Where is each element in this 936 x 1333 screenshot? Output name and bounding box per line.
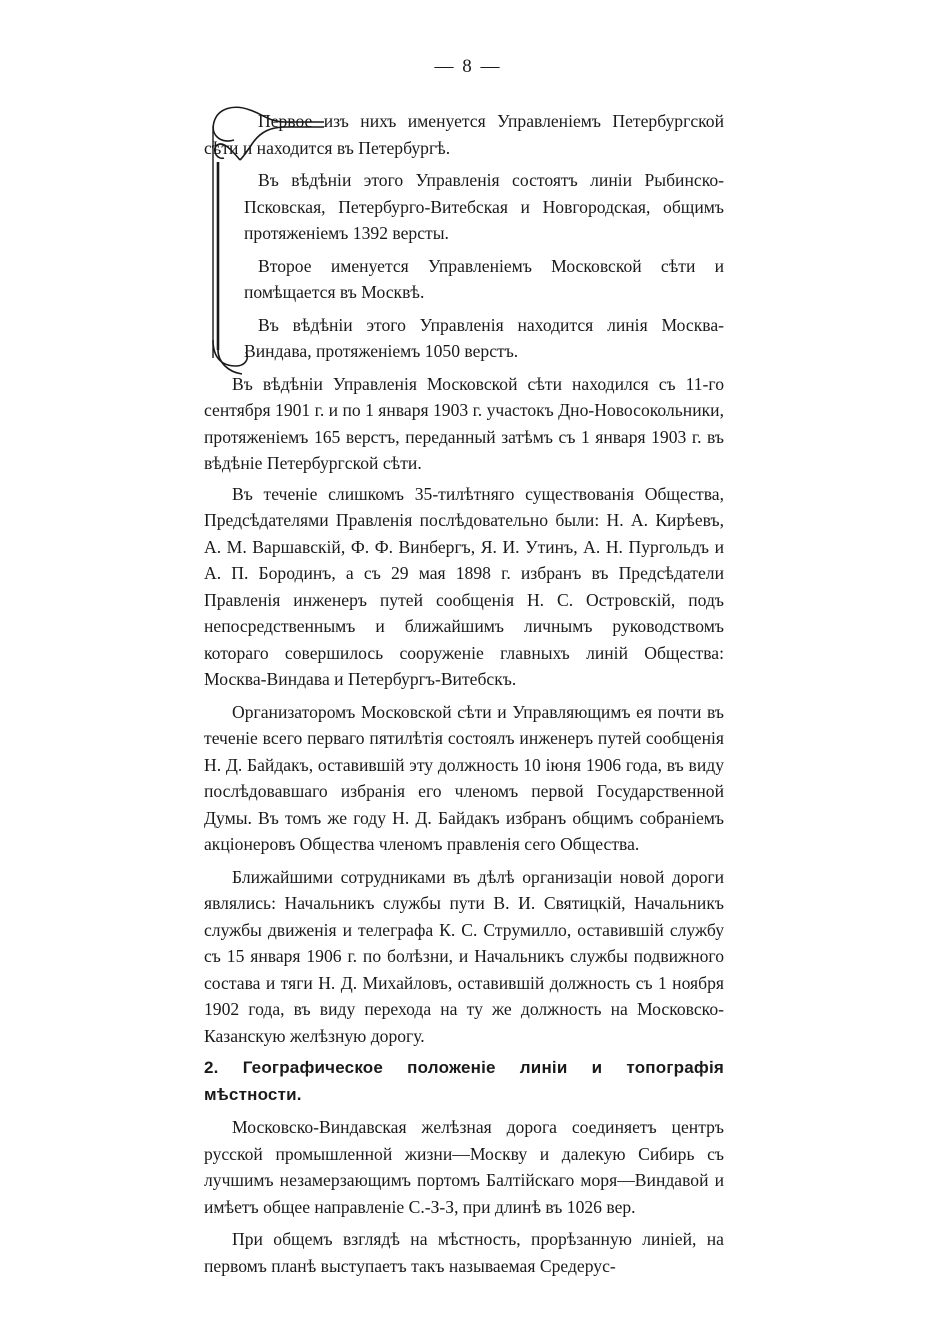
- page-text: [204, 108, 724, 1285]
- paragraph: Въ вѣдѣніи Управленія Московской сѣти находился съ 11-го сентября 1901 г. и по 1 января 1903 г. участокъ Дно-Новосокольники, протяженіемъ 165 верстъ, переданный затѣмъ съ 1 января 1903 г. въ вѣдѣніе Петербургской сѣти.: [204, 373, 724, 473]
- paragraph: Въ теченіе слишкомъ 35-тилѣтняго существованія Общества, Предсѣдателями Правленія послѣдовательно были: Н. А. Кирѣевъ, А. М. Варшавскій, Ф. Ф. Винбергъ, Я. И. Утинъ, А. Н. Пургольдъ и А. П. Бородинъ, а съ 29 мая 1898 г. избранъ въ Предсѣдатели Правленія инженеръ путей сообщенія Н. С. Островскій, подъ непосредственнымъ и ближайшимъ личнымъ руководствомъ котораго совершилось сооруженіе главныхъ линій Общества: Москва-Виндава и Петербургъ-Витебскъ.: [204, 483, 724, 689]
- paragraph: Первое изъ нихъ именуется Управленіемъ Петербургской сѣти и находится въ Петербургѣ.: [204, 111, 724, 158]
- paragraph: При общемъ взглядѣ на мѣстность, прорѣзанную линіей, на первомъ планѣ выступаетъ такъ называемая Средерус-: [204, 1229, 724, 1276]
- page-number: — 8 —: [434, 56, 502, 77]
- paragraph: Ближайшими сотрудниками въ дѣлѣ организаціи новой дороги являлись: Начальникъ службы пути В. И. Святицкій, Начальникъ службы движенія и телеграфа К. С. Струмилло, оставившій службу съ 15 января 1906 г. по болѣзни, и Начальникъ службы подвижного состава и тяги Н. Д. Михайловъ, оставившій должность съ 1 ноября 1902 года, въ виду перехода на ту же должность на Московско-Казанскую желѣзную дорогу.: [204, 866, 724, 1046]
- paragraph: Второе именуется Управленіемъ Московской сѣти и помѣщается въ Москвѣ.: [244, 255, 724, 302]
- paragraph: Въ вѣдѣніи этого Управленія состоятъ линіи Рыбинско-Псковская, Петербурго-Витебская и Новгородская, общимъ протяженіемъ 1392 версты.: [244, 170, 724, 243]
- paragraph: Въ вѣдѣніи этого Управленія находится линія Москва-Виндава, протяженіемъ 1050 верстъ.: [244, 314, 724, 361]
- paragraph: Организаторомъ Московской сѣти и Управляющимъ ея почти въ теченіе всего перваго пятилѣтія состоялъ инженеръ путей сообщенія Н. Д. Байдакъ, оставившій эту должность 10 іюня 1906 года, въ виду послѣдовавшаго избранія его членомъ первой Государственной Думы. Въ томъ же году Н. Д. Байдакъ избранъ общимъ собраніемъ акціонеровъ Общества членомъ правленія сего Общества.: [204, 701, 724, 854]
- paragraph: Московско-Виндавская желѣзная дорога соединяетъ центръ русской промышленной жизни—Москву и далекую Сибирь съ лучшимъ незамерзающимъ портомъ Балтійскаго моря—Виндавой и имѣетъ общее направленіе С.-З-З, при длинѣ въ 1026 вер.: [204, 1117, 724, 1217]
- section-heading: 2. Географическое положеніе линіи и топографія мѣстности.: [204, 1058, 724, 1104]
